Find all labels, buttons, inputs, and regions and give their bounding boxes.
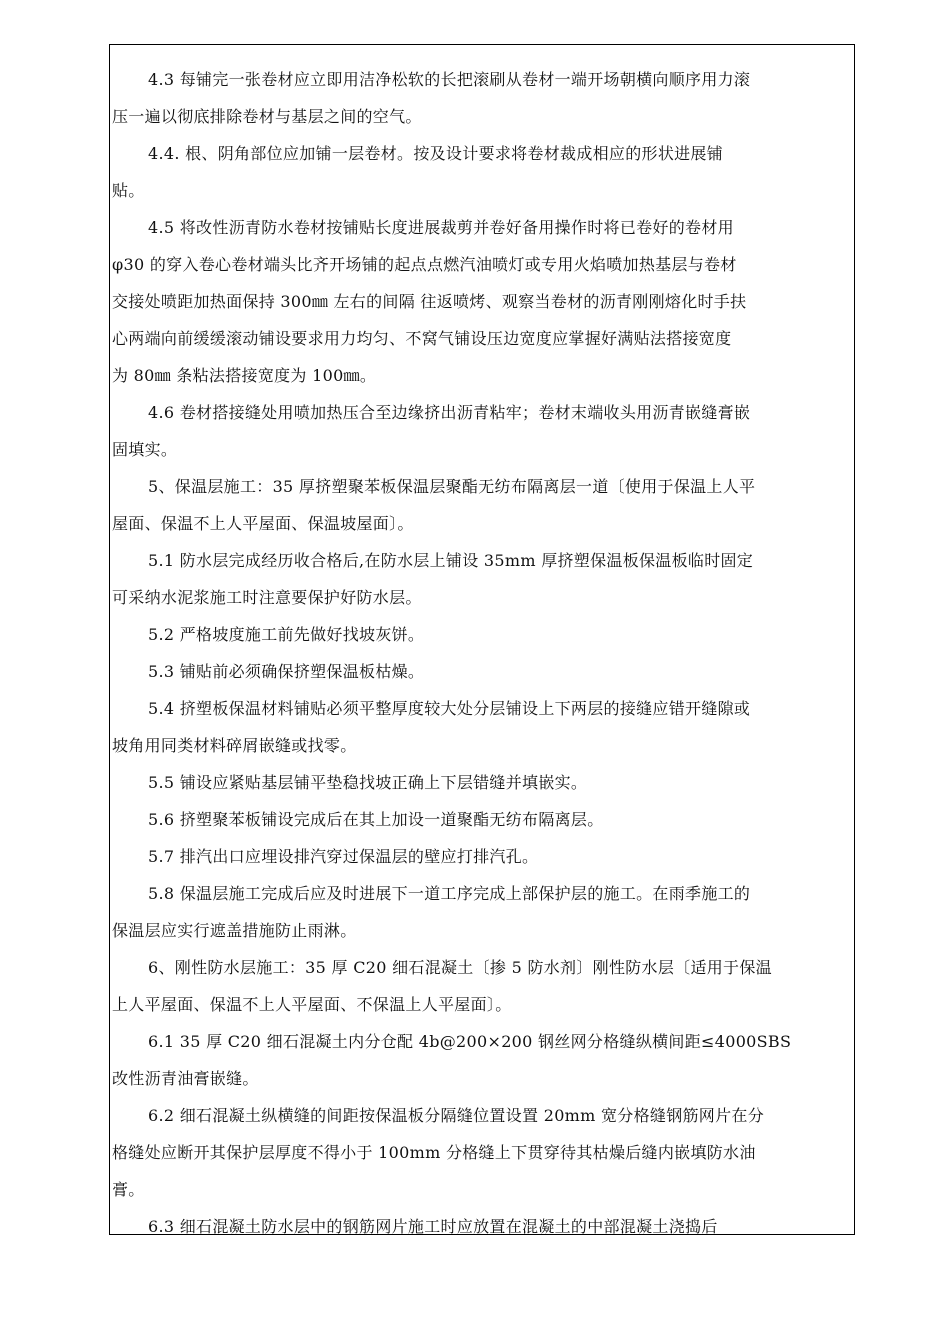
paragraph-p-5-5 bbox=[112, 764, 846, 801]
text-line: 5.2 严格坡度施工前先做好找坡灰饼。 bbox=[148, 625, 425, 644]
paragraph-p-5-3 bbox=[112, 653, 846, 690]
text-line: 格缝处应断开其保护层厚度不得小于 100mm 分格缝上下贯穿待其枯燥后缝内嵌填防水油 bbox=[112, 1143, 756, 1162]
document-frame bbox=[109, 44, 855, 1235]
paragraph-p-6-1 bbox=[112, 1023, 846, 1097]
text-line: 贴。 bbox=[112, 181, 145, 200]
text-line: 5.6 挤塑聚苯板铺设完成后在其上加设一道聚酯无纺布隔离层。 bbox=[148, 810, 604, 829]
text-line: 5.1 防水层完成经历收合格后,在防水层上铺设 35mm 厚挤塑保温板保温板临时固定 bbox=[148, 551, 754, 570]
text-line: 改性沥青油膏嵌缝。 bbox=[112, 1069, 259, 1088]
paragraph-p-4-6 bbox=[112, 394, 846, 468]
text-line: 5.3 铺贴前必须确保挤塑保温板枯燥。 bbox=[148, 662, 425, 681]
text-line: 固填实。 bbox=[112, 440, 178, 459]
text-line: 4.5 将改性沥青防水卷材按铺贴长度进展裁剪并卷好备用操作时将已卷好的卷材用 bbox=[148, 218, 734, 237]
paragraph-p-4-3 bbox=[112, 61, 846, 135]
paragraph-p-5-6 bbox=[112, 801, 846, 838]
text-line: 可采纳水泥浆施工时注意要保护好防水层。 bbox=[112, 588, 422, 607]
paragraph-p-5 bbox=[112, 468, 846, 542]
paragraph-p-5-4 bbox=[112, 690, 846, 764]
text-line: 4.6 卷材搭接缝处用喷加热压合至边缘挤出沥青粘牢；卷材末端收头用沥青嵌缝膏嵌 bbox=[148, 403, 751, 422]
paragraph-p-5-2 bbox=[112, 616, 846, 653]
text-line: 坡角用同类材料碎屑嵌缝或找零。 bbox=[112, 736, 357, 755]
paragraph-p-4-5 bbox=[112, 209, 846, 394]
text-line: 交接处喷距加热面保持 300㎜ 左右的间隔 往返喷烤、观察当卷材的沥青刚刚熔化时手扶 bbox=[112, 292, 747, 311]
text-line: 为 80㎜ 条粘法搭接宽度为 100㎜。 bbox=[112, 366, 377, 385]
paragraph-p-4-4 bbox=[112, 135, 846, 209]
text-line: φ30 的穿入卷心卷材端头比齐开场铺的起点点燃汽油喷灯或专用火焰喷加热基层与卷材 bbox=[112, 255, 737, 274]
text-line: 6.2 细石混凝土纵横缝的间距按保温板分隔缝位置设置 20mm 宽分格缝钢筋网片在分 bbox=[148, 1106, 765, 1125]
document-body bbox=[112, 61, 846, 1235]
text-line: 屋面、保温不上人平屋面、保温坡屋面〕。 bbox=[112, 514, 414, 533]
paragraph-p-6-3 bbox=[112, 1208, 846, 1235]
text-line: 5.8 保温层施工完成后应及时进展下一道工序完成上部保护层的施工。在雨季施工的 bbox=[148, 884, 751, 903]
paragraph-p-6 bbox=[112, 949, 846, 1023]
text-line: 5.5 铺设应紧贴基层铺平垫稳找坡正确上下层错缝并填嵌实。 bbox=[148, 773, 588, 792]
paragraph-p-5-1 bbox=[112, 542, 846, 616]
paragraph-p-5-8 bbox=[112, 875, 846, 949]
text-line: 膏。 bbox=[112, 1180, 145, 1199]
text-line: 6、刚性防水层施工：35 厚 C20 细石混凝土〔掺 5 防水剂〕刚性防水层〔适用于保温 bbox=[148, 958, 772, 977]
text-line: 5.4 挤塑板保温材料铺贴必须平整厚度较大处分层铺设上下两层的接缝应错开缝隙或 bbox=[148, 699, 751, 718]
text-line: 6.3 细石混凝土防水层中的钢筋网片施工时应放置在混凝土的中部混凝土浇捣后 bbox=[148, 1217, 718, 1235]
paragraph-p-5-7 bbox=[112, 838, 846, 875]
text-line: 4.4. 根、阴角部位应加铺一层卷材。按及设计要求将卷材裁成相应的形状进展铺 bbox=[148, 144, 724, 163]
paragraph-p-6-2 bbox=[112, 1097, 846, 1208]
text-line: 4.3 每铺完一张卷材应立即用洁净松软的长把滚刷从卷材一端开场朝横向顺序用力滚 bbox=[148, 70, 751, 89]
text-line: 5、保温层施工：35 厚挤塑聚苯板保温层聚酯无纺布隔离层一道〔使用于保温上人平 bbox=[148, 477, 756, 496]
text-line: 6.1 35 厚 C20 细石混凝土内分仓配 4b@200×200 钢丝网分格缝纵横间距≤4000SBS bbox=[148, 1032, 792, 1051]
text-line: 上人平屋面、保温不上人平屋面、不保温上人平屋面〕。 bbox=[112, 995, 512, 1014]
text-line: 心两端向前缓缓滚动铺设要求用力均匀、不窝气铺设压边宽度应掌握好满贴法搭接宽度 bbox=[112, 329, 732, 348]
text-line: 5.7 排汽出口应埋设排汽穿过保温层的壁应打排汽孔。 bbox=[148, 847, 539, 866]
text-line: 保温层应实行遮盖措施防止雨淋。 bbox=[112, 921, 357, 940]
text-line: 压一遍以彻底排除卷材与基层之间的空气。 bbox=[112, 107, 422, 126]
